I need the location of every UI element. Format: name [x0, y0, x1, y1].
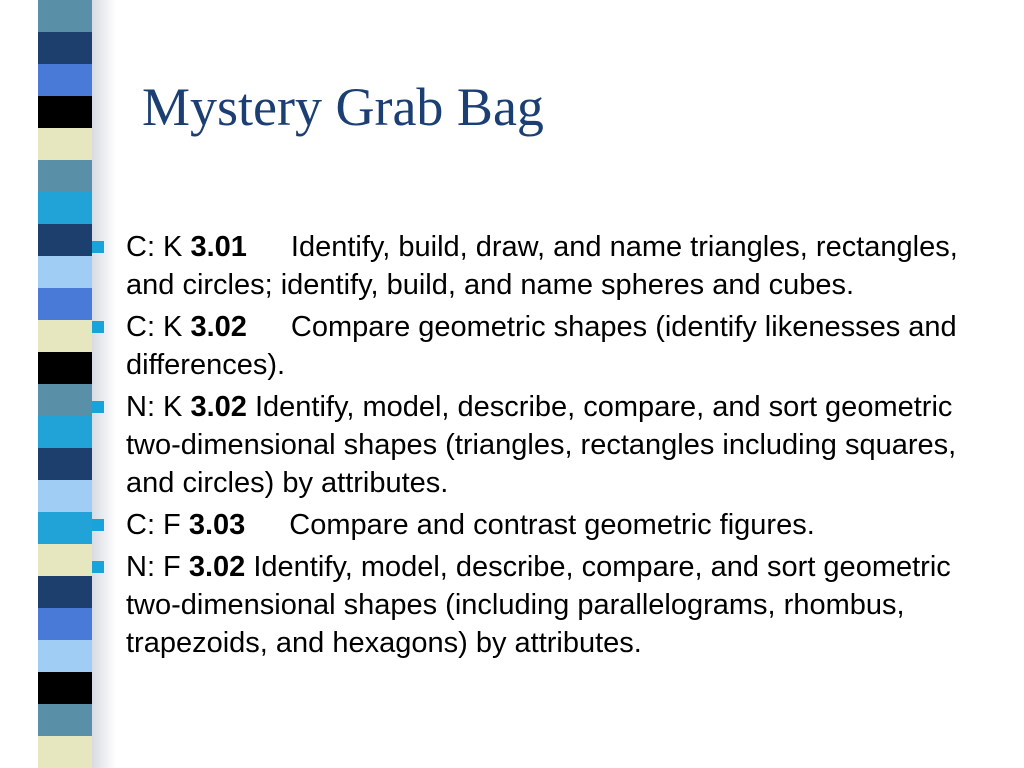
- standards-list: [88, 228, 988, 666]
- standard-code: 3.02: [190, 391, 247, 423]
- stripe: [38, 0, 92, 32]
- slide-title: Mystery Grab Bag: [142, 77, 544, 137]
- list-item: [88, 228, 988, 304]
- square-bullet-icon: [92, 561, 104, 573]
- stripe: [38, 64, 92, 96]
- standard-text: Compare geometric shapes (identify likenesses and differences).: [126, 311, 957, 381]
- standard-code: 3.03: [188, 509, 246, 541]
- standard-prefix: C: F: [126, 509, 181, 541]
- square-bullet-icon: [92, 241, 104, 253]
- stripe: [38, 416, 92, 448]
- stripe: [38, 224, 92, 256]
- stripe: [38, 480, 92, 512]
- stripe: [38, 672, 92, 704]
- list-item: [88, 388, 988, 502]
- decorative-stripe-bar: [38, 0, 92, 768]
- square-bullet-icon: [92, 321, 104, 333]
- stripe: [38, 288, 92, 320]
- standard-code: 3.02: [190, 311, 247, 343]
- standard-text: Compare and contrast geometric figures.: [289, 509, 815, 541]
- stripe: [38, 544, 92, 576]
- stripe: [38, 32, 92, 64]
- standard-text: Identify, model, describe, compare, and sort geometric two-dimensional shapes (triangles, rectangles including squares, and circles) by attributes.: [126, 391, 957, 499]
- list-item: [88, 506, 988, 544]
- stripe: [38, 320, 92, 352]
- stripe: [38, 256, 92, 288]
- stripe: [38, 128, 92, 160]
- stripe: [38, 448, 92, 480]
- stripe: [38, 704, 92, 736]
- stripe: [38, 640, 92, 672]
- stripe: [38, 736, 92, 768]
- stripe: [38, 576, 92, 608]
- standard-code: 3.02: [188, 551, 246, 583]
- standard-text: Identify, model, describe, compare, and sort geometric two-dimensional shapes (including parallelograms, rhombus, trapezoids, and hexagons) by attributes.: [126, 551, 951, 659]
- standard-prefix: N: F: [126, 551, 181, 583]
- standard-text: Identify, build, draw, and name triangles, rectangles, and circles; identify, build, and name spheres and cubes.: [126, 231, 958, 301]
- standard-code: 3.01: [190, 231, 247, 263]
- standard-prefix: N: K: [126, 391, 183, 423]
- stripe: [38, 608, 92, 640]
- stripe: [38, 96, 92, 128]
- square-bullet-icon: [92, 401, 104, 413]
- stripe: [38, 160, 92, 192]
- stripe: [38, 512, 92, 544]
- stripe: [38, 192, 92, 224]
- stripe: [38, 384, 92, 416]
- square-bullet-icon: [92, 519, 104, 531]
- standard-prefix: C: K: [126, 231, 183, 263]
- list-item: [88, 308, 988, 384]
- standard-prefix: C: K: [126, 311, 183, 343]
- stripe: [38, 352, 92, 384]
- list-item: [88, 548, 988, 662]
